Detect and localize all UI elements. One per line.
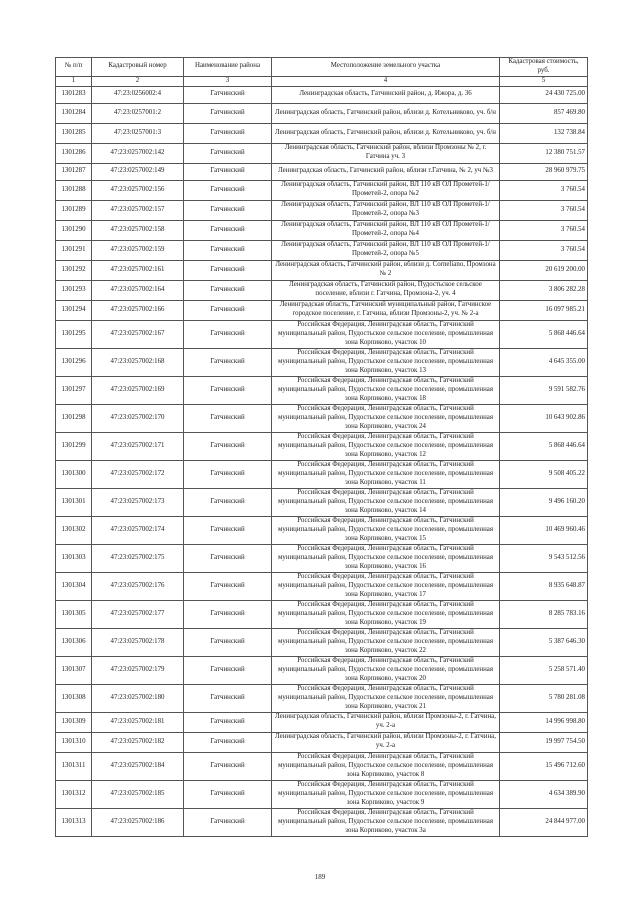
district-name: Гатчинский: [184, 300, 272, 320]
cadastral-number: 47:23:0257002:170: [92, 404, 184, 432]
table-row: [56, 376, 588, 404]
land-plot-location: Российская Федерация, Ленинградская область, Гатчинский муниципальный район, Пудостьское сельское поселение, промышленная зона Корпиково, участок 17: [272, 572, 500, 600]
table-row: [56, 240, 588, 260]
cadastral-value: 5 868 446.64: [500, 432, 588, 460]
cadastral-number: 47:23:0257001:3: [92, 123, 184, 143]
cadastral-value: 24 844 977.00: [500, 808, 588, 836]
cadastral-number: 47:23:0257002:180: [92, 684, 184, 712]
cadastral-value: 5 387 646.30: [500, 628, 588, 656]
cadastral-value: 5 868 446.64: [500, 320, 588, 348]
cadastral-value: 5 258 571.40: [500, 656, 588, 684]
row-number: 1301313: [56, 808, 92, 836]
cadastral-value: 15 496 712.60: [500, 752, 588, 780]
district-name: Гатчинский: [184, 572, 272, 600]
table-row: [56, 488, 588, 516]
cadastral-value: 10 469 960.46: [500, 516, 588, 544]
cadastral-value: 19 997 754.50: [500, 732, 588, 752]
row-number: 1301297: [56, 376, 92, 404]
table-row: [56, 600, 588, 628]
row-number: 1301286: [56, 143, 92, 163]
land-plot-location: Ленинградская область, Гатчинский район, д. Ижора, д. 36: [272, 86, 500, 103]
column-index: 4: [272, 76, 500, 86]
table-row: [56, 320, 588, 348]
cadastral-number: 47:23:0257002:173: [92, 488, 184, 516]
cadastral-value: 28 960 979.75: [500, 163, 588, 180]
row-number: 1301303: [56, 544, 92, 572]
table-row: [56, 516, 588, 544]
cadastral-value: 5 780 281.08: [500, 684, 588, 712]
table-row: [56, 712, 588, 732]
district-name: Гатчинский: [184, 200, 272, 220]
table-row: [56, 220, 588, 240]
land-plot-location: Ленинградская область, Гатчинский район, вблизи Промзоны-2, г. Гатчина, уч. 2-а: [272, 712, 500, 732]
table-row: [56, 143, 588, 163]
land-plot-location: Российская Федерация, Ленинградская область, Гатчинский муниципальный район, Пудостьское сельское поселение, промышленная зона Корпиково, участок 16: [272, 544, 500, 572]
land-plot-location: Российская Федерация, Ленинградская область, Гатчинский муниципальный район, Пудостьское сельское поселение, промышленная зона Корпиково, участок 13: [272, 348, 500, 376]
cadastral-number: 47:23:0256002:4: [92, 86, 184, 103]
district-name: Гатчинский: [184, 732, 272, 752]
district-name: Гатчинский: [184, 516, 272, 544]
cadastral-value: 10 643 902.86: [500, 404, 588, 432]
row-number: 1301312: [56, 780, 92, 808]
district-name: Гатчинский: [184, 348, 272, 376]
cadastral-value: 3 760.54: [500, 220, 588, 240]
cadastral-number: 47:23:0257002:168: [92, 348, 184, 376]
row-number: 1301311: [56, 752, 92, 780]
table-row: [56, 180, 588, 200]
cadastral-value: 9 591 582.76: [500, 376, 588, 404]
cadastral-number: 47:23:0257002:161: [92, 260, 184, 280]
cadastral-number: 47:23:0257002:166: [92, 300, 184, 320]
row-number: 1301300: [56, 460, 92, 488]
district-name: Гатчинский: [184, 404, 272, 432]
row-number: 1301285: [56, 123, 92, 143]
cadastral-value: 8 285 783.16: [500, 600, 588, 628]
cadastral-number: 47:23:0257002:142: [92, 143, 184, 163]
table-row: [56, 432, 588, 460]
row-number: 1301306: [56, 628, 92, 656]
district-name: Гатчинский: [184, 240, 272, 260]
table-row: [56, 732, 588, 752]
cadastral-value-table: [55, 57, 588, 837]
cadastral-number: 47:23:0257002:171: [92, 432, 184, 460]
cadastral-value: 8 935 648.87: [500, 572, 588, 600]
cadastral-value: 9 543 512.56: [500, 544, 588, 572]
row-number: 1301296: [56, 348, 92, 376]
cadastral-number: 47:23:0257002:164: [92, 280, 184, 300]
cadastral-number: 47:23:0257002:156: [92, 180, 184, 200]
table-row: [56, 684, 588, 712]
row-number: 1301291: [56, 240, 92, 260]
cadastral-value: 3 760.54: [500, 240, 588, 260]
row-number: 1301293: [56, 280, 92, 300]
land-plot-location: Ленинградская область, Гатчинский район, вблизи д. Котельниково, уч. б/н: [272, 103, 500, 123]
cadastral-value: 12 380 751.57: [500, 143, 588, 163]
header-cadastral-value: Кадастровая стоимость, руб.: [500, 58, 588, 77]
district-name: Гатчинский: [184, 780, 272, 808]
cadastral-value: 3 760.54: [500, 180, 588, 200]
district-name: Гатчинский: [184, 808, 272, 836]
table-row: [56, 808, 588, 836]
land-plot-location: Ленинградская область, Гатчинский район, Пудостьское сельское поселение, вблизи г. Гатчина, Промзона-2, уч. 4: [272, 280, 500, 300]
land-plot-location: Российская Федерация, Ленинградская область, Гатчинский муниципальный район, Пудостьское сельское поселение, промышленная зона Корпиково, участок 21: [272, 684, 500, 712]
table-row: [56, 544, 588, 572]
row-number: 1301290: [56, 220, 92, 240]
column-index: 1: [56, 76, 92, 86]
land-plot-location: Российская Федерация, Ленинградская область, Гатчинский муниципальный район, Пудостьское сельское поселение, промышленная зона Корпиково, участок 11: [272, 460, 500, 488]
land-plot-location: Ленинградская область, Гатчинский район, вблизи г.Гатчина, № 2, уч №3: [272, 163, 500, 180]
table-row: [56, 572, 588, 600]
cadastral-value: 20 619 200.00: [500, 260, 588, 280]
cadastral-number: 47:23:0257002:182: [92, 732, 184, 752]
document-sheet: [55, 57, 587, 837]
district-name: Гатчинский: [184, 220, 272, 240]
cadastral-number: 47:23:0257002:157: [92, 200, 184, 220]
cadastral-number: 47:23:0257002:149: [92, 163, 184, 180]
cadastral-number: 47:23:0257002:179: [92, 656, 184, 684]
table-row: [56, 280, 588, 300]
table-row: [56, 404, 588, 432]
land-plot-location: Российская Федерация, Ленинградская область, Гатчинский муниципальный район, Пудостьское сельское поселение, промышленная зона Корпиково, участок 19: [272, 600, 500, 628]
column-index-row: [56, 76, 588, 86]
district-name: Гатчинский: [184, 432, 272, 460]
row-number: 1301305: [56, 600, 92, 628]
land-plot-location: Ленинградская область, Гатчинский район, ВЛ 110 кВ ОЛ Прометей-1/Прометей-2, опора №5: [272, 240, 500, 260]
header-location: Местоположение земельного участка: [272, 58, 500, 77]
cadastral-value: 3 760.54: [500, 200, 588, 220]
land-plot-location: Российская Федерация, Ленинградская область, Гатчинский муниципальный район, Пудостьское сельское поселение, промышленная зона Корпиково, участок 22: [272, 628, 500, 656]
land-plot-location: Ленинградская область, Гатчинский район, вблизи Промзоны-2, г. Гатчина, уч. 2-а: [272, 732, 500, 752]
district-name: Гатчинский: [184, 260, 272, 280]
cadastral-value: 9 496 160.20: [500, 488, 588, 516]
table-row: [56, 348, 588, 376]
row-number: 1301302: [56, 516, 92, 544]
land-plot-location: Российская Федерация, Ленинградская область, Гатчинский муниципальный район, Пудостьское сельское поселение, промышленная зона Корпиково, участок 12: [272, 432, 500, 460]
district-name: Гатчинский: [184, 544, 272, 572]
district-name: Гатчинский: [184, 86, 272, 103]
cadastral-value: 16 097 985.21: [500, 300, 588, 320]
district-name: Гатчинский: [184, 656, 272, 684]
column-index: 2: [92, 76, 184, 86]
land-plot-location: Ленинградская область, Гатчинский район, ВЛ 110 кВ ОЛ Прометей-1/Прометей-2, опора №2: [272, 180, 500, 200]
district-name: Гатчинский: [184, 488, 272, 516]
row-number: 1301308: [56, 684, 92, 712]
cadastral-number: 47:23:0257002:167: [92, 320, 184, 348]
cadastral-number: 47:23:0257002:159: [92, 240, 184, 260]
row-number: 1301284: [56, 103, 92, 123]
cadastral-number: 47:23:0257002:177: [92, 600, 184, 628]
table-header-row: [56, 58, 588, 77]
district-name: Гатчинский: [184, 752, 272, 780]
header-cadastral-number: Кадастровый номер: [92, 58, 184, 77]
row-number: 1301292: [56, 260, 92, 280]
page-number: 189: [314, 873, 326, 881]
land-plot-location: Ленинградская область, Гатчинский район, ВЛ 110 кВ ОЛ Прометей-1/Прометей-2, опора №3: [272, 200, 500, 220]
table-row: [56, 300, 588, 320]
cadastral-number: 47:23:0257002:184: [92, 752, 184, 780]
cadastral-value: 9 508 405.22: [500, 460, 588, 488]
district-name: Гатчинский: [184, 460, 272, 488]
district-name: Гатчинский: [184, 103, 272, 123]
row-number: 1301295: [56, 320, 92, 348]
land-plot-location: Ленинградская область, Гатчинский район, вблизи д. Котельниково, уч. б/н: [272, 123, 500, 143]
district-name: Гатчинский: [184, 280, 272, 300]
row-number: 1301299: [56, 432, 92, 460]
table-row: [56, 103, 588, 123]
cadastral-number: 47:23:0257002:172: [92, 460, 184, 488]
table-row: [56, 752, 588, 780]
cadastral-number: 47:23:0257002:175: [92, 544, 184, 572]
header-district: Наименование района: [184, 58, 272, 77]
cadastral-number: 47:23:0257002:178: [92, 628, 184, 656]
district-name: Гатчинский: [184, 712, 272, 732]
land-plot-location: Российская Федерация, Ленинградская область, Гатчинский муниципальный район, Пудостьское сельское поселение, промышленная зона Корпиково, участок 15: [272, 516, 500, 544]
cadastral-value: 14 996 998.80: [500, 712, 588, 732]
land-plot-location: Ленинградская область, Гатчинский район, вблизи д. Corneliano, Промзона № 2: [272, 260, 500, 280]
land-plot-location: Российская Федерация, Ленинградская область, Гатчинский муниципальный район, Пудостьское сельское поселение, промышленная зона Корпиково, участок 10: [272, 320, 500, 348]
land-plot-location: Российская Федерация, Ленинградская область, Гатчинский муниципальный район, Пудостьское сельское поселение, промышленная зона Корпиково, участок 24: [272, 404, 500, 432]
land-plot-location: Российская Федерация, Ленинградская область, Гатчинский муниципальный район, Пудостьское сельское поселение, промышленная зона Корпиково, участок 3а: [272, 808, 500, 836]
cadastral-value: 132 738.84: [500, 123, 588, 143]
row-number: 1301288: [56, 180, 92, 200]
cadastral-value: 4 645 355.00: [500, 348, 588, 376]
cadastral-number: 47:23:0257002:176: [92, 572, 184, 600]
district-name: Гатчинский: [184, 143, 272, 163]
table-row: [56, 123, 588, 143]
district-name: Гатчинский: [184, 123, 272, 143]
table-row: [56, 656, 588, 684]
row-number: 1301301: [56, 488, 92, 516]
row-number: 1301298: [56, 404, 92, 432]
table-row: [56, 200, 588, 220]
row-number: 1301310: [56, 732, 92, 752]
cadastral-value: 857 469.80: [500, 103, 588, 123]
table-row: [56, 86, 588, 103]
cadastral-value: 4 634 389.90: [500, 780, 588, 808]
land-plot-location: Российская Федерация, Ленинградская область, Гатчинский муниципальный район, Пудостьское сельское поселение, промышленная зона Корпиково, участок 9: [272, 780, 500, 808]
cadastral-number: 47:23:0257002:186: [92, 808, 184, 836]
table-row: [56, 163, 588, 180]
land-plot-location: Российская Федерация, Ленинградская область, Гатчинский муниципальный район, Пудостьское сельское поселение, промышленная зона Корпиково, участок 14: [272, 488, 500, 516]
cadastral-number: 47:23:0257001:2: [92, 103, 184, 123]
column-index: 3: [184, 76, 272, 86]
land-plot-location: Ленинградская область, Гатчинский район, вблизи Промзоны № 2, г. Гатчина уч. 3: [272, 143, 500, 163]
cadastral-value: 24 430 725.00: [500, 86, 588, 103]
district-name: Гатчинский: [184, 628, 272, 656]
district-name: Гатчинский: [184, 180, 272, 200]
land-plot-location: Российская Федерация, Ленинградская область, Гатчинский муниципальный район, Пудостьское сельское поселение, промышленная зона Корпиково, участок 20: [272, 656, 500, 684]
district-name: Гатчинский: [184, 163, 272, 180]
row-number: 1301309: [56, 712, 92, 732]
row-number: 1301304: [56, 572, 92, 600]
cadastral-number: 47:23:0257002:185: [92, 780, 184, 808]
table-row: [56, 628, 588, 656]
row-number: 1301294: [56, 300, 92, 320]
row-number: 1301289: [56, 200, 92, 220]
table-body: [56, 86, 588, 836]
cadastral-number: 47:23:0257002:181: [92, 712, 184, 732]
row-number: 1301287: [56, 163, 92, 180]
district-name: Гатчинский: [184, 320, 272, 348]
district-name: Гатчинский: [184, 600, 272, 628]
table-row: [56, 460, 588, 488]
land-plot-location: Ленинградская область, Гатчинский муниципальный район, Гатчинское городское поселение, г. Гатчина, вблизи Промзоны-2, уч. № 2-а: [272, 300, 500, 320]
row-number: 1301307: [56, 656, 92, 684]
district-name: Гатчинский: [184, 376, 272, 404]
header-num: № п/п: [56, 58, 92, 77]
column-index: 5: [500, 76, 588, 86]
table-row: [56, 260, 588, 280]
land-plot-location: Ленинградская область, Гатчинский район, ВЛ 110 кВ ОЛ Прометей-1/Прометей-2, опора №4: [272, 220, 500, 240]
table-row: [56, 780, 588, 808]
district-name: Гатчинский: [184, 684, 272, 712]
cadastral-number: 47:23:0257002:174: [92, 516, 184, 544]
cadastral-value: 3 806 282.28: [500, 280, 588, 300]
cadastral-number: 47:23:0257002:169: [92, 376, 184, 404]
row-number: 1301283: [56, 86, 92, 103]
land-plot-location: Российская Федерация, Ленинградская область, Гатчинский муниципальный район, Пудостьское сельское поселение, промышленная зона Корпиково, участок 18: [272, 376, 500, 404]
cadastral-number: 47:23:0257002:158: [92, 220, 184, 240]
land-plot-location: Российская Федерация, Ленинградская область, Гатчинский муниципальный район, Пудостьское сельское поселение, промышленная зона Корпиково, участок 8: [272, 752, 500, 780]
